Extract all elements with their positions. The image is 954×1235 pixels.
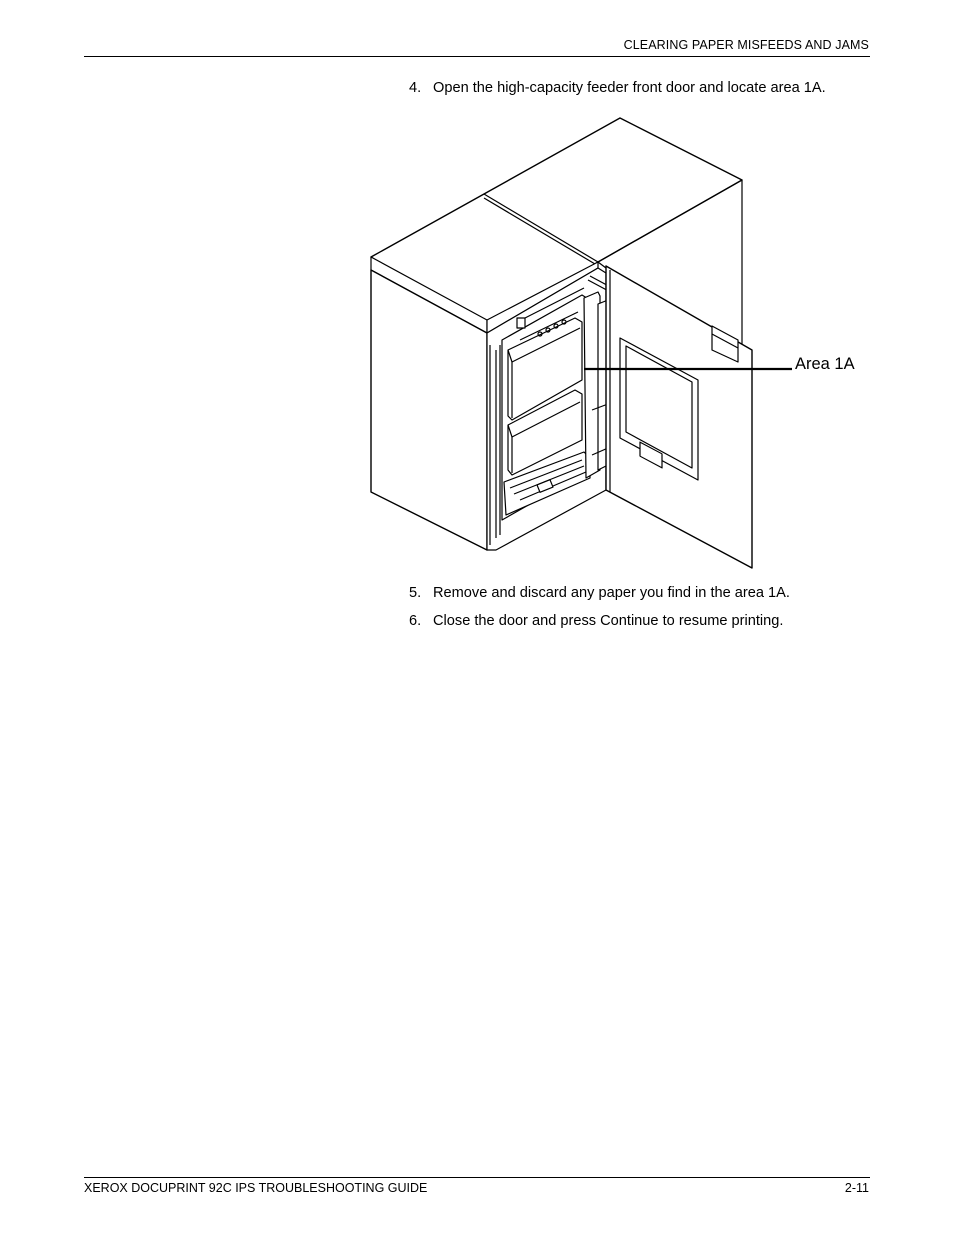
area-1a-callout: Area 1A: [795, 355, 855, 373]
page-number: 2-11: [844, 1181, 869, 1195]
step-text: Close the door and press Continue to resume printing.: [433, 613, 784, 629]
step-number: 5.: [409, 585, 422, 601]
header-rule: [84, 56, 870, 57]
footer-rule: [84, 1177, 870, 1178]
step-text: Open the high-capacity feeder front door and locate area 1A.: [433, 80, 826, 96]
step-number: 4.: [409, 80, 422, 96]
step-4: [409, 80, 826, 96]
footer-guide-title: XEROX DOCUPRINT 92C IPS TROUBLESHOOTING GUIDE: [84, 1181, 428, 1195]
running-header: CLEARING PAPER MISFEEDS AND JAMS: [623, 38, 869, 52]
feeder-illustration: [360, 110, 870, 580]
step-text: Remove and discard any paper you find in the area 1A.: [433, 585, 790, 601]
step-number: 6.: [409, 613, 422, 629]
step-6: [409, 613, 783, 629]
step-5: [409, 585, 790, 601]
